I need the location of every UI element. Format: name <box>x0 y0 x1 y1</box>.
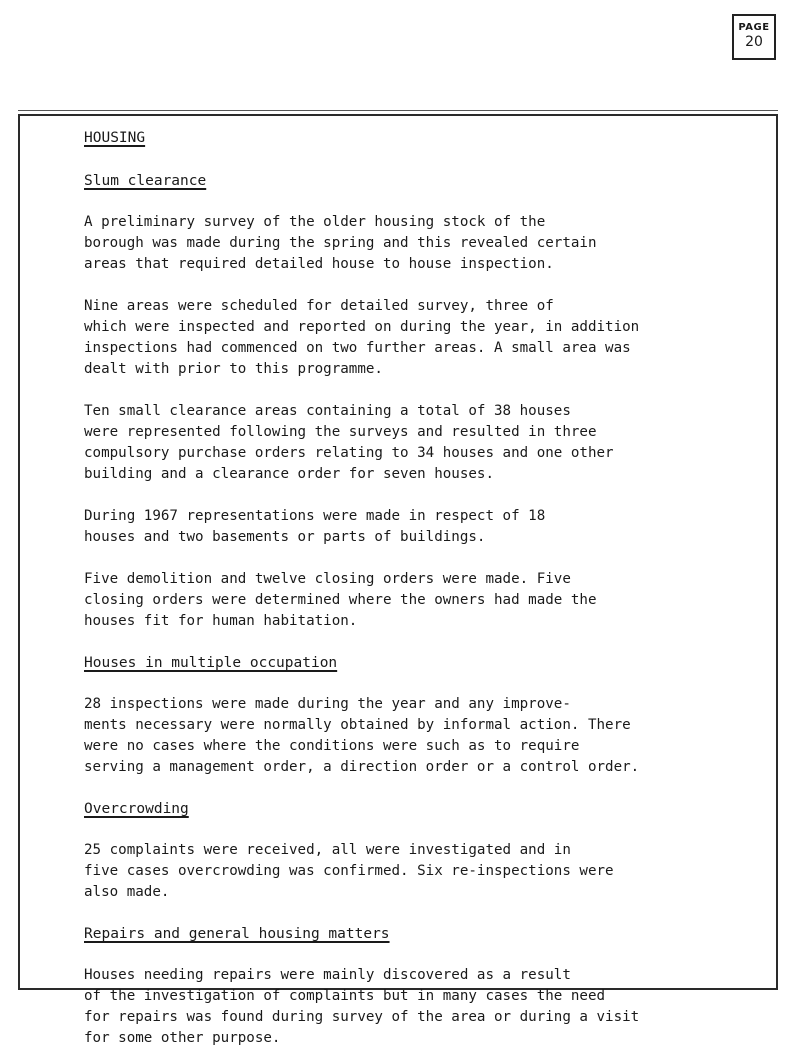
section-repairs <box>84 924 764 1049</box>
paragraph: Houses needing repairs were mainly discovered as a result of the investigation of complaints but in many cases the need for repairs was found during survey of the area or during a visit for some other purpose. <box>84 967 640 1046</box>
paragraph: Ten small clearance areas containing a total of 38 houses were represented following the surveys and resulted in three compulsory purchase orders relating to 34 houses and one other building and a clearance order for seven houses. <box>84 403 614 482</box>
paragraph: 25 complaints were received, all were investigated and in five cases overcrowding was confirmed. Six re-inspections were also made. <box>84 842 614 900</box>
page-label: PAGE <box>738 22 770 33</box>
paragraph: Five demolition and twelve closing orders were made. Five closing orders were determined where the owners had made the houses fit for human habitation. <box>84 571 597 629</box>
page-number: 20 <box>745 34 763 50</box>
paragraph: 28 inspections were made during the year and any improve- ments necessary were normally obtained by informal action. There were no cases where the conditions were such as to require serving a management order, a direction order or a control order. <box>84 696 640 775</box>
paragraph: A preliminary survey of the older housing stock of the borough was made during the spring and this revealed certain areas that required detailed house to house inspection. <box>84 214 597 272</box>
section-heading: Overcrowding <box>84 801 189 817</box>
document-body <box>84 128 764 1049</box>
paragraph: Nine areas were scheduled for detailed survey, three of which were inspected and reported on during the year, in addition inspections had commenced on two further areas. A small area was dealt with prior to this programme. <box>84 298 640 377</box>
section-heading: Slum clearance <box>84 173 207 189</box>
document-title: HOUSING <box>84 130 146 146</box>
section-heading: Houses in multiple occupation <box>84 655 338 671</box>
page-number-box <box>732 14 776 60</box>
frame-top-rule <box>18 110 778 111</box>
section-slum-clearance <box>84 171 764 653</box>
section-multiple-occupation <box>84 653 764 799</box>
section-overcrowding <box>84 799 764 924</box>
section-heading: Repairs and general housing matters <box>84 926 390 942</box>
paragraph: During 1967 representations were made in respect of 18 houses and two basements or parts of buildings. <box>84 508 546 545</box>
